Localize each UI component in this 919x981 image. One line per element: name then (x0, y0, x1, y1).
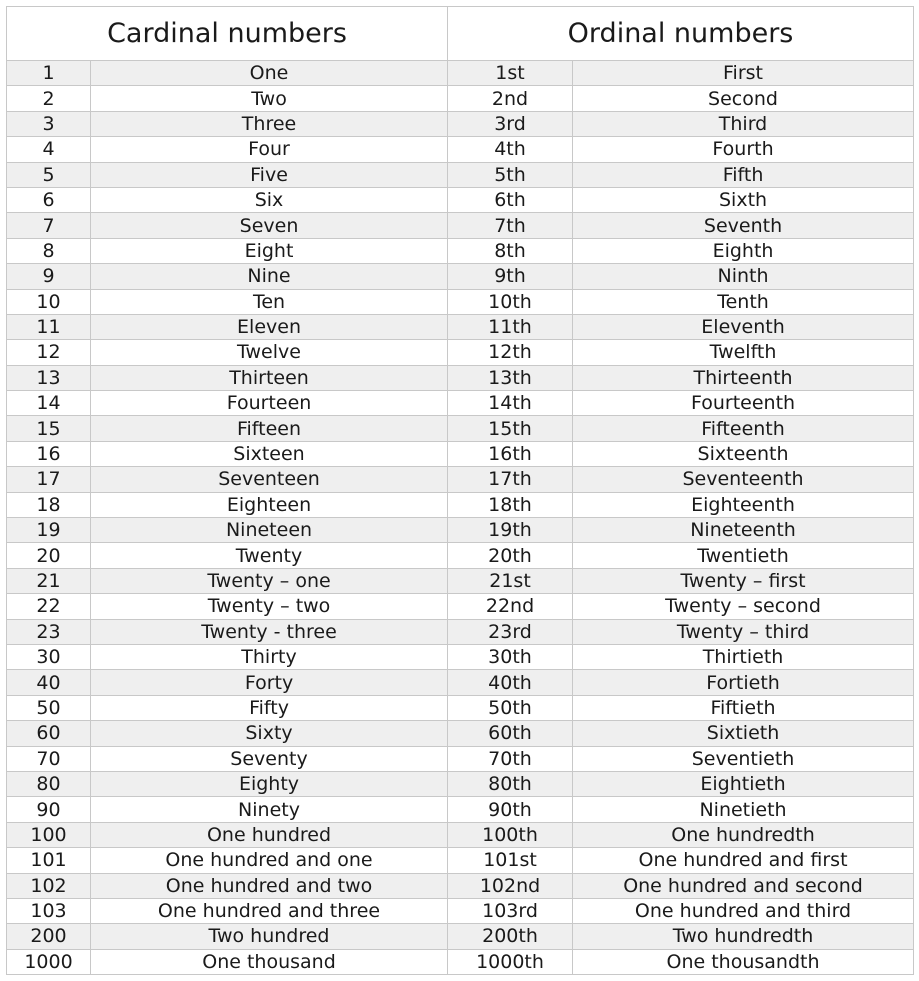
ordinal-word-cell: Sixtieth (573, 721, 914, 746)
ordinal-number-cell: 15th (448, 416, 573, 441)
cardinal-word-cell: Ten (91, 289, 448, 314)
ordinal-word-cell: Ninetieth (573, 797, 914, 822)
ordinal-word-cell: One thousandth (573, 949, 914, 974)
cardinal-word-cell: One hundred and one (91, 848, 448, 873)
ordinal-number-cell: 102nd (448, 873, 573, 898)
cardinal-word-cell: Seven (91, 213, 448, 238)
table-row (7, 543, 914, 568)
ordinal-number-cell: 100th (448, 822, 573, 847)
ordinal-number-cell: 90th (448, 797, 573, 822)
table-row (7, 187, 914, 212)
ordinal-number-cell: 12th (448, 340, 573, 365)
table-row (7, 238, 914, 263)
ordinal-word-cell: Sixth (573, 187, 914, 212)
ordinal-number-cell: 4th (448, 137, 573, 162)
ordinal-number-cell: 20th (448, 543, 573, 568)
cardinal-number-cell: 12 (7, 340, 91, 365)
cardinal-word-cell: Ninety (91, 797, 448, 822)
ordinal-word-cell: Thirtieth (573, 644, 914, 669)
cardinal-word-cell: Eleven (91, 314, 448, 339)
table-row (7, 213, 914, 238)
ordinal-word-cell: Fifteenth (573, 416, 914, 441)
cardinal-word-cell: Eighteen (91, 492, 448, 517)
cardinal-number-cell: 16 (7, 441, 91, 466)
cardinal-number-cell: 21 (7, 568, 91, 593)
cardinal-word-cell: Forty (91, 670, 448, 695)
table-row (7, 695, 914, 720)
ordinal-word-cell: Eightieth (573, 771, 914, 796)
table-row (7, 365, 914, 390)
table-row (7, 264, 914, 289)
ordinal-word-cell: Nineteenth (573, 518, 914, 543)
cardinal-number-cell: 4 (7, 137, 91, 162)
cardinal-number-cell: 2 (7, 86, 91, 111)
cardinal-word-cell: Eight (91, 238, 448, 263)
ordinal-word-cell: Fourteenth (573, 391, 914, 416)
ordinal-number-cell: 70th (448, 746, 573, 771)
table-row (7, 721, 914, 746)
ordinal-number-cell: 7th (448, 213, 573, 238)
cardinal-number-cell: 6 (7, 187, 91, 212)
ordinal-number-cell: 11th (448, 314, 573, 339)
ordinal-number-cell: 80th (448, 771, 573, 796)
table-row (7, 949, 914, 974)
ordinal-word-cell: Thirteenth (573, 365, 914, 390)
cardinal-number-cell: 15 (7, 416, 91, 441)
ordinal-number-cell: 6th (448, 187, 573, 212)
ordinal-number-cell: 22nd (448, 594, 573, 619)
ordinal-number-cell: 16th (448, 441, 573, 466)
ordinal-number-cell: 10th (448, 289, 573, 314)
table-row (7, 61, 914, 86)
cardinal-number-cell: 14 (7, 391, 91, 416)
cardinal-word-cell: One thousand (91, 949, 448, 974)
table-row (7, 441, 914, 466)
ordinal-word-cell: Third (573, 111, 914, 136)
ordinal-number-cell: 200th (448, 924, 573, 949)
ordinal-number-cell: 14th (448, 391, 573, 416)
header-row (7, 7, 914, 61)
cardinal-word-cell: Six (91, 187, 448, 212)
cardinal-number-cell: 50 (7, 695, 91, 720)
ordinal-word-cell: Ninth (573, 264, 914, 289)
cardinal-word-cell: Twenty - three (91, 619, 448, 644)
table-row (7, 797, 914, 822)
cardinal-word-cell: Two (91, 86, 448, 111)
ordinal-number-cell: 3rd (448, 111, 573, 136)
cardinal-number-cell: 102 (7, 873, 91, 898)
ordinal-word-cell: Twenty – first (573, 568, 914, 593)
cardinal-word-cell: Twenty – two (91, 594, 448, 619)
cardinal-word-cell: Twenty (91, 543, 448, 568)
cardinal-word-cell: Sixty (91, 721, 448, 746)
ordinal-word-cell: One hundred and second (573, 873, 914, 898)
table-row (7, 898, 914, 923)
ordinal-number-cell: 8th (448, 238, 573, 263)
cardinal-number-cell: 17 (7, 467, 91, 492)
cardinal-number-cell: 80 (7, 771, 91, 796)
cardinal-word-cell: Five (91, 162, 448, 187)
cardinal-word-cell: Seventy (91, 746, 448, 771)
ordinal-number-cell: 17th (448, 467, 573, 492)
cardinal-number-cell: 13 (7, 365, 91, 390)
table-row (7, 492, 914, 517)
ordinal-number-cell: 9th (448, 264, 573, 289)
cardinal-word-cell: Eighty (91, 771, 448, 796)
ordinal-word-cell: Two hundredth (573, 924, 914, 949)
cardinal-word-cell: One hundred (91, 822, 448, 847)
table-row (7, 771, 914, 796)
ordinal-number-cell: 30th (448, 644, 573, 669)
ordinal-header: Ordinal numbers (448, 7, 914, 61)
cardinal-number-cell: 30 (7, 644, 91, 669)
table-row (7, 111, 914, 136)
table-row (7, 518, 914, 543)
ordinal-word-cell: First (573, 61, 914, 86)
cardinal-number-cell: 11 (7, 314, 91, 339)
cardinal-number-cell: 101 (7, 848, 91, 873)
table-row (7, 289, 914, 314)
ordinal-word-cell: Seventh (573, 213, 914, 238)
table-row (7, 137, 914, 162)
ordinal-number-cell: 103rd (448, 898, 573, 923)
cardinal-word-cell: Sixteen (91, 441, 448, 466)
cardinal-number-cell: 200 (7, 924, 91, 949)
cardinal-number-cell: 5 (7, 162, 91, 187)
ordinal-word-cell: Eighth (573, 238, 914, 263)
ordinal-word-cell: Tenth (573, 289, 914, 314)
table-row (7, 467, 914, 492)
cardinal-word-cell: Nine (91, 264, 448, 289)
table-row (7, 340, 914, 365)
table-row (7, 670, 914, 695)
ordinal-number-cell: 18th (448, 492, 573, 517)
cardinal-number-cell: 40 (7, 670, 91, 695)
cardinal-word-cell: Fifteen (91, 416, 448, 441)
ordinal-word-cell: Fortieth (573, 670, 914, 695)
ordinal-word-cell: Fifth (573, 162, 914, 187)
ordinal-word-cell: Twenty – third (573, 619, 914, 644)
cardinal-number-cell: 70 (7, 746, 91, 771)
cardinal-number-cell: 103 (7, 898, 91, 923)
table-row (7, 594, 914, 619)
cardinal-number-cell: 19 (7, 518, 91, 543)
cardinal-word-cell: Twelve (91, 340, 448, 365)
cardinal-word-cell: Seventeen (91, 467, 448, 492)
cardinal-number-cell: 23 (7, 619, 91, 644)
cardinal-word-cell: Thirty (91, 644, 448, 669)
table-row (7, 873, 914, 898)
ordinal-number-cell: 50th (448, 695, 573, 720)
table-body (7, 61, 914, 975)
cardinal-number-cell: 9 (7, 264, 91, 289)
cardinal-number-cell: 1000 (7, 949, 91, 974)
ordinal-number-cell: 101st (448, 848, 573, 873)
ordinal-word-cell: Twelfth (573, 340, 914, 365)
cardinal-number-cell: 60 (7, 721, 91, 746)
ordinal-word-cell: Twentieth (573, 543, 914, 568)
ordinal-number-cell: 23rd (448, 619, 573, 644)
cardinal-number-cell: 7 (7, 213, 91, 238)
table-row (7, 314, 914, 339)
cardinal-number-cell: 20 (7, 543, 91, 568)
table-row (7, 619, 914, 644)
ordinal-number-cell: 60th (448, 721, 573, 746)
ordinal-number-cell: 21st (448, 568, 573, 593)
cardinal-word-cell: Three (91, 111, 448, 136)
ordinal-word-cell: Sixteenth (573, 441, 914, 466)
cardinal-number-cell: 90 (7, 797, 91, 822)
cardinal-word-cell: Nineteen (91, 518, 448, 543)
cardinal-word-cell: Thirteen (91, 365, 448, 390)
cardinal-number-cell: 8 (7, 238, 91, 263)
table-row (7, 822, 914, 847)
ordinal-word-cell: Eighteenth (573, 492, 914, 517)
ordinal-word-cell: One hundredth (573, 822, 914, 847)
ordinal-number-cell: 1st (448, 61, 573, 86)
ordinal-number-cell: 19th (448, 518, 573, 543)
ordinal-word-cell: Second (573, 86, 914, 111)
ordinal-word-cell: Eleventh (573, 314, 914, 339)
table-row (7, 86, 914, 111)
ordinal-number-cell: 13th (448, 365, 573, 390)
ordinal-word-cell: Seventieth (573, 746, 914, 771)
table-row (7, 746, 914, 771)
cardinal-word-cell: One (91, 61, 448, 86)
table-row (7, 568, 914, 593)
cardinal-number-cell: 3 (7, 111, 91, 136)
cardinal-number-cell: 22 (7, 594, 91, 619)
cardinal-word-cell: Two hundred (91, 924, 448, 949)
table-row (7, 391, 914, 416)
cardinal-word-cell: One hundred and two (91, 873, 448, 898)
cardinal-word-cell: Four (91, 137, 448, 162)
ordinal-number-cell: 5th (448, 162, 573, 187)
ordinal-word-cell: Seventeenth (573, 467, 914, 492)
cardinal-word-cell: Fourteen (91, 391, 448, 416)
cardinal-header: Cardinal numbers (7, 7, 448, 61)
table-row (7, 924, 914, 949)
ordinal-word-cell: Fiftieth (573, 695, 914, 720)
cardinal-number-cell: 18 (7, 492, 91, 517)
cardinal-number-cell: 10 (7, 289, 91, 314)
ordinal-number-cell: 2nd (448, 86, 573, 111)
ordinal-word-cell: One hundred and third (573, 898, 914, 923)
ordinal-word-cell: Twenty – second (573, 594, 914, 619)
table-row (7, 162, 914, 187)
cardinal-number-cell: 100 (7, 822, 91, 847)
table-row (7, 644, 914, 669)
ordinal-number-cell: 1000th (448, 949, 573, 974)
cardinal-number-cell: 1 (7, 61, 91, 86)
cardinal-word-cell: One hundred and three (91, 898, 448, 923)
ordinal-word-cell: One hundred and first (573, 848, 914, 873)
ordinal-word-cell: Fourth (573, 137, 914, 162)
ordinal-number-cell: 40th (448, 670, 573, 695)
cardinal-word-cell: Twenty – one (91, 568, 448, 593)
cardinal-word-cell: Fifty (91, 695, 448, 720)
numbers-table (6, 6, 914, 975)
table-row (7, 848, 914, 873)
table-row (7, 416, 914, 441)
